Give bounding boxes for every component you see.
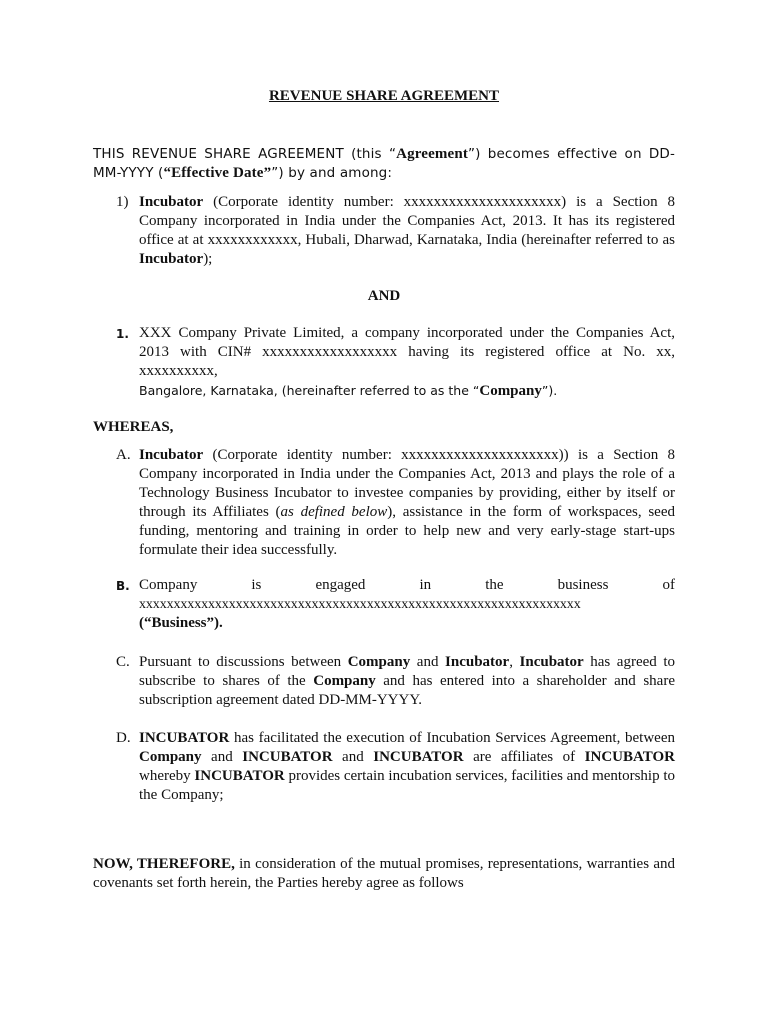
- recital-b-word: the: [485, 577, 504, 593]
- recital-d-incubator: INCUBATOR: [242, 749, 333, 765]
- recital-d-incubator: INCUBATOR: [139, 730, 230, 746]
- recital-b-label: B.: [116, 579, 130, 593]
- recital-c-company: Company: [347, 654, 411, 670]
- recital-d-company: Company: [139, 749, 202, 765]
- recital-a-name: Incubator: [139, 447, 204, 463]
- recital-a-paragraph: [139, 446, 675, 560]
- recital-a-label: A.: [116, 447, 131, 463]
- recital-b-line2: xxxxxxxxxxxxxxxxxxxxxxxxxxxxxxxxxxxxxxxxxxxxxxxxxxxxxxxxxxxxxxxx: [139, 597, 581, 612]
- recital-c-text: has agreed to subscribe to shares of the: [139, 654, 676, 689]
- recital-b-paragraph: [139, 576, 675, 633]
- recital-b-word: in: [419, 577, 432, 593]
- intro-agreement-term: Agreement: [396, 146, 468, 162]
- party2-line2-suffix: ”).: [541, 383, 558, 398]
- recital-b-word: Company: [139, 577, 198, 593]
- party1-end: );: [203, 251, 213, 267]
- intro-text-1: THIS REVENUE SHARE AGREEMENT (this “: [93, 146, 397, 162]
- intro-text-3: ”) by and among:: [271, 165, 393, 181]
- party2-number: 1.: [116, 327, 129, 341]
- recital-a-text1: (Corporate identity number: xxxxxxxxxxxxxxxxxxxxx)) is a Section 8 Company incorporated in India under the Companies Act, 2013 and plays the role of a Technology Business Incubator to investee companies by providing, either by itself or through its Affiliates (: [139, 447, 675, 520]
- recital-b-line1: [139, 576, 675, 595]
- recital-c-text: and: [410, 654, 446, 670]
- recital-a-text2: ), assistance in the form of workspaces, seed funding, mentoring and training in order to help new and very early-stage start-ups formulate their idea successfully.: [139, 504, 675, 558]
- recital-c-paragraph: [139, 653, 675, 710]
- party1-name: Incubator: [139, 194, 204, 210]
- recital-d-text: whereby: [139, 768, 195, 784]
- recital-c-incubator: Incubator: [519, 654, 584, 670]
- party1-text: (Corporate identity number: xxxxxxxxxxxxxxxxxxxxx) is a Section 8 Company incorporated in India under the Companies Act, 2013. It has its registered office at at xxxxxxxxxxxx, Hubali, Dharwad, Karnataka, India (hereinafter referred to as: [139, 194, 675, 248]
- party1-ref: Incubator: [139, 251, 204, 267]
- party2-line2-prefix: Bangalore, Karnataka, (hereinafter referred to as the “: [139, 383, 480, 398]
- party2-paragraph: [139, 324, 675, 401]
- recital-d-incubator: INCUBATOR: [373, 749, 464, 765]
- recital-d-text: provides certain incubation services, facilities and mentorship to the Company;: [139, 768, 676, 803]
- recital-c-text: Pursuant to discussions between: [139, 654, 348, 670]
- recital-d-label: D.: [116, 730, 131, 746]
- recital-b-word: of: [662, 577, 675, 593]
- party1-number: 1): [116, 194, 129, 210]
- party2-ref: Company: [479, 383, 542, 399]
- intro-effective-date-term: “Effective Date: [163, 165, 264, 181]
- document-title: REVENUE SHARE AGREEMENT: [268, 88, 500, 104]
- recital-d-text: and: [332, 749, 374, 765]
- recital-d-text: and: [201, 749, 243, 765]
- party1-paragraph: [139, 193, 675, 269]
- recital-c-text: ,: [509, 654, 520, 670]
- recital-d-text: are affiliates of: [463, 749, 585, 765]
- recital-c-incubator: Incubator: [445, 654, 510, 670]
- now-therefore-text: in consideration of the mutual promises, representations, warranties and covenants set forth herein, the Parties hereby agree as follows: [93, 856, 675, 891]
- recital-a-italic: as defined below: [280, 504, 388, 520]
- intro-text-2: ”) becomes effective on DD-MM-YYYY (: [93, 146, 675, 181]
- recital-b-word: is: [251, 577, 262, 593]
- recital-d-incubator: INCUBATOR: [584, 749, 675, 765]
- recital-b-word: engaged: [315, 577, 366, 593]
- party2-line1: XXX Company Private Limited, a company incorporated under the Companies Act, 2013 with CIN# xxxxxxxxxxxxxxxxxx having its registered office at No. xx, xxxxxxxxxx,: [139, 325, 675, 379]
- and-separator: AND: [367, 288, 401, 304]
- intro-paragraph: THIS REVENUE SHARE AGREEMENT (this “Agreement”) becomes effective on DD-MM-YYYY (“Effective Date””) by and among:: [93, 146, 675, 181]
- recital-d-text: has facilitated the execution of Incubation Services Agreement, between: [229, 730, 675, 746]
- now-therefore-paragraph: [93, 855, 675, 893]
- recital-b-word: business: [557, 577, 609, 593]
- whereas-heading: WHEREAS,: [93, 419, 174, 435]
- now-therefore-heading: NOW, THEREFORE,: [93, 856, 235, 872]
- recital-c-text: and has entered into a shareholder and share subscription agreement dated DD-MM-YYYY.: [139, 673, 675, 708]
- recital-d-incubator: INCUBATOR: [194, 768, 285, 784]
- recital-c-company: Company: [313, 673, 376, 689]
- recital-b-line3: (“Business”).: [139, 615, 223, 631]
- recital-d-paragraph: [139, 729, 675, 805]
- recital-c-label: C.: [116, 654, 130, 670]
